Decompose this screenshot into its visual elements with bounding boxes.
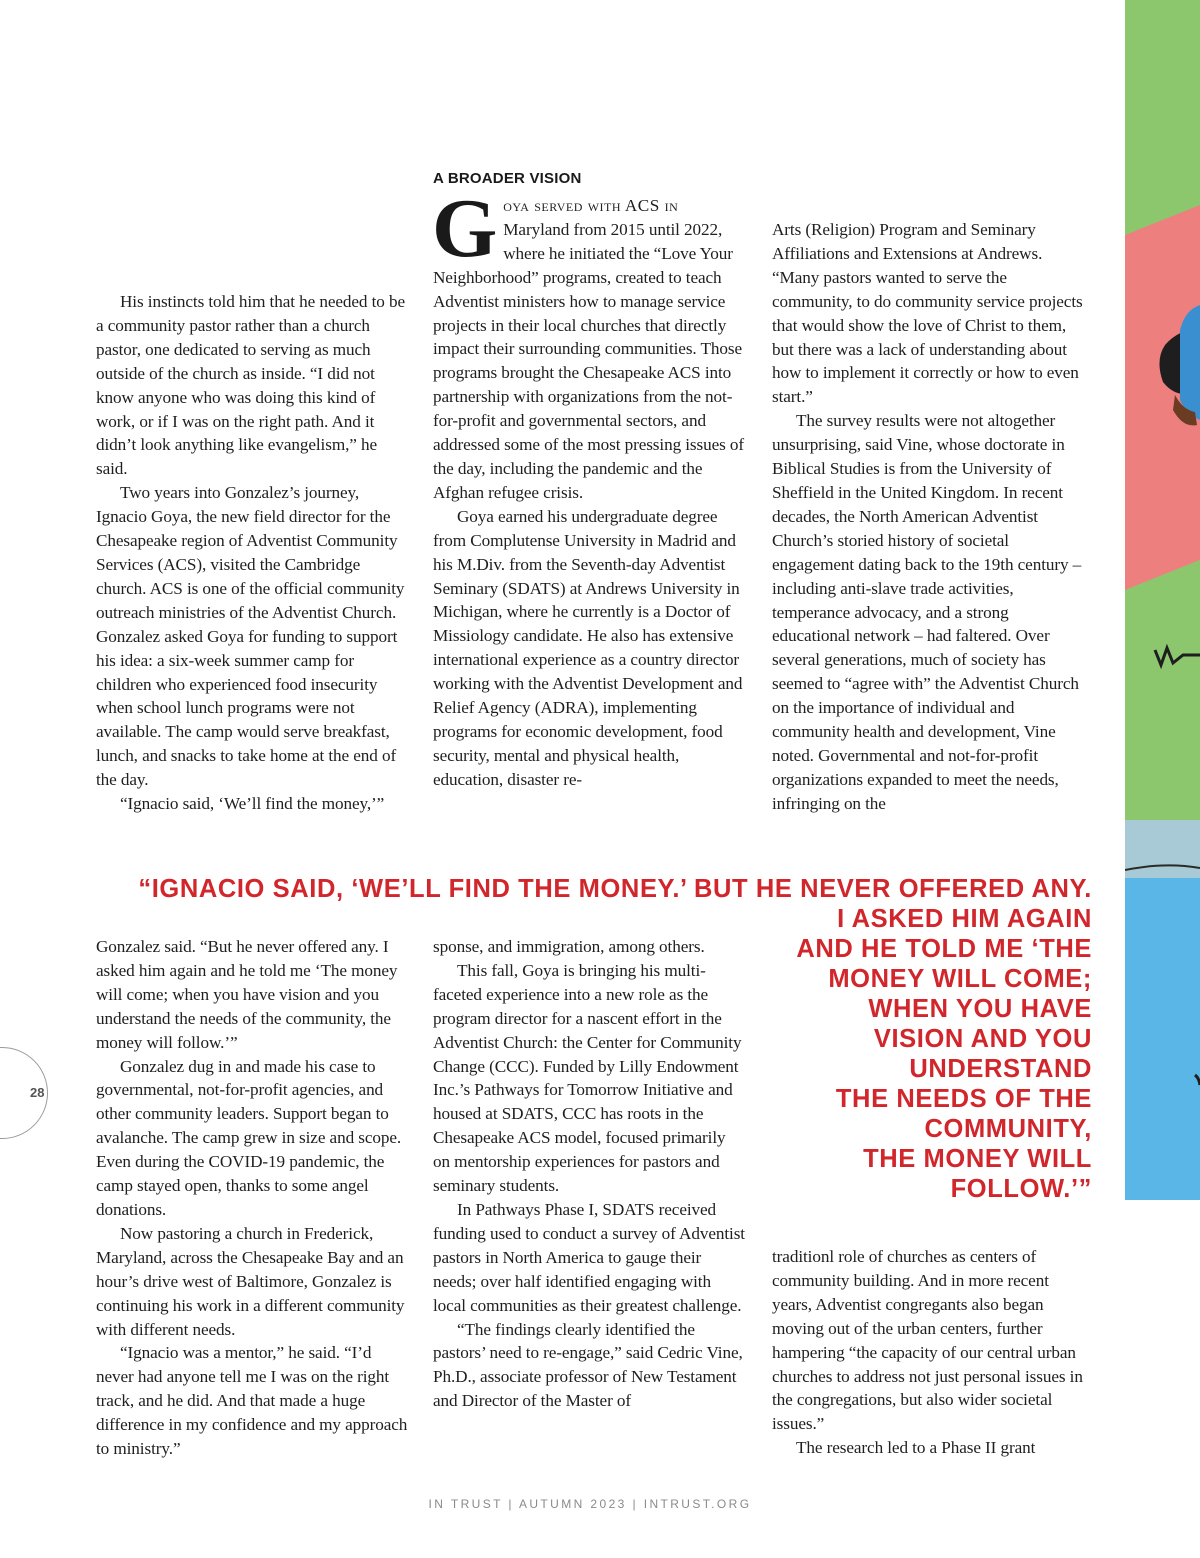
- lead-text: Maryland from 2015 until 2022, where he initiated the “Love Your Neighborhood” programs, created to teach Adventist ministers how to manage service projects in their local churches that directly impact their surrounding communities. Those programs brought the Chesapeake ACS into partnership with organizations from the not-for-profit and governmental sectors, and addressed some of the most pressing issues of the day, including the pandemic and the Afghan refugee crisis.: [433, 219, 745, 502]
- lead-smallcaps: oya served with ACS in: [503, 196, 679, 215]
- pull-quote-line: AND HE TOLD ME ‘THE: [796, 935, 1092, 963]
- decorative-illustration: [1125, 0, 1200, 1200]
- paragraph: Now pastoring a church in Frederick, Maryland, across the Chesapeake Bay and an hour’s drive west of Baltimore, Gonzalez is continuing his work in a different community with different needs.: [96, 1223, 405, 1339]
- paragraph: “Ignacio said, ‘We’ll find the money,’”: [120, 794, 385, 814]
- column-3-top: [772, 218, 1084, 816]
- paragraph: sponse, and immigration, among others.: [433, 937, 705, 956]
- drop-cap: G: [432, 182, 498, 275]
- paragraph: This fall, Goya is bringing his multi-faceted experience into a new role as the program director for a nascent effort in the Adventist Church: the Center for Community Change (CCC). Funded by Lilly Endowment Inc.’s Pathways for Tomorrow Initiative and housed at SDATS, CCC has roots in the Chesapeake ACS model, focused primarily on mentorship experiences for pastors and seminary students.: [433, 960, 742, 1196]
- paragraph: In Pathways Phase I, SDATS received funding used to conduct a survey of Adventist pastors in North America to gauge their needs; over half identified engaging with local communities as their greatest challenge.: [433, 1199, 745, 1315]
- column-3-bottom: [772, 1245, 1084, 1460]
- pull-quote-line: I ASKED HIM AGAIN: [837, 905, 1092, 933]
- pull-quote-line: UNDERSTAND: [909, 1055, 1092, 1083]
- column-1-bottom: [96, 935, 408, 1461]
- lead-paragraph: [432, 182, 745, 505]
- illustration-figure-body: [1180, 305, 1200, 420]
- column-2-bottom: [433, 935, 745, 1413]
- illustration-blue-band: [1125, 878, 1200, 1200]
- pull-quote-line: THE MONEY WILL: [863, 1145, 1092, 1173]
- paragraph: Arts (Religion) Program and Seminary Affiliations and Extensions at Andrews. “Many pastors wanted to serve the community, to do community service projects that would show the love of Christ to them, but there was a lack of understanding about how to implement it correctly or how to even start.”: [772, 220, 1083, 407]
- column-1-top: [96, 290, 408, 816]
- pull-quote-line: MONEY WILL COME;: [828, 965, 1092, 993]
- pull-quote-line: COMMUNITY,: [924, 1115, 1092, 1143]
- pull-quote-line: “IGNACIO SAID, ‘WE’LL FIND THE MONEY.’ BUT HE NEVER OFFERED ANY.: [138, 875, 1092, 903]
- paragraph: His instincts told him that he needed to be a community pastor rather than a church pastor, one dedicated to serving as much outside of the church as inside. “I did not know anyone who was doing this kind of work, or if I was on the right path. And it didn’t look anything like evangelism,” he said.: [96, 292, 405, 479]
- paragraph: The survey results were not altogether unsurprising, said Vine, whose doctorate in Biblical Studies is from the University of Sheffield in the United Kingdom. In recent decades, the North American Adventist Church’s storied history of societal engagement dating back to the 19th century – including anti-slave trade activities, temperance advocacy, and a strong educational network – had faltered. Over several generations, much of society has seemed to “agree with” the Adventist Church on the importance of individual and community health and development, Vine noted. Governmental and not-for-profit organizations expanded to meet the needs, infringing on the: [772, 411, 1082, 813]
- illustration-grayblue-band: [1125, 820, 1200, 880]
- paragraph: “Ignacio was a mentor,” he said. “I’d never had anyone tell me I was on the right track, and he did. And that made a huge difference in my confidence and my approach to ministry.”: [96, 1343, 408, 1459]
- footer-masthead: IN TRUST | AUTUMN 2023 | INTRUST.ORG: [428, 1497, 752, 1511]
- paragraph: Goya earned his undergraduate degree from Complutense University in Madrid and his M.Div. from the Seventh-day Adventist Seminary (SDATS) at Andrews University in Michigan, where he currently is a Doctor of Missiology candidate. He also has extensive international experience as a country director working with the Adventist Development and Relief Agency (ADRA), implementing programs for economic development, food security, mental and physical health, education, disaster re-: [433, 506, 743, 789]
- paragraph: Two years into Gonzalez’s journey, Ignacio Goya, the new field director for the Chesapeake region of Adventist Community Services (ACS), visited the Cambridge church. ACS is one of the official community outreach ministries of the Adventist Church. Gonzalez asked Goya for funding to support his idea: a six-week summer camp for children who experienced food insecurity when school lunch programs were not available. The camp would serve breakfast, lunch, and snacks to take home at the end of the day.: [96, 483, 405, 790]
- pull-quote-line: WHEN YOU HAVE: [868, 995, 1092, 1023]
- paragraph: Gonzalez said. “But he never offered any. I asked him again and he told me ‘The money will come; when you have vision and you understand the needs of the community, the money will follow.’”: [96, 937, 398, 1052]
- pull-quote-line: FOLLOW.’”: [950, 1175, 1092, 1203]
- column-2-top-paragraphs: [433, 505, 745, 792]
- column-2-top: [432, 182, 745, 792]
- pull-quote-line: THE NEEDS OF THE: [835, 1085, 1092, 1113]
- paragraph: Gonzalez dug in and made his case to governmental, not-for-profit agencies, and other community leaders. Support began to avalanche. The camp grew in size and scope. Even during the COVID-19 pandemic, the camp stayed open, thanks to some angel donations.: [96, 1056, 402, 1219]
- paragraph: The research led to a Phase II grant: [796, 1438, 1036, 1458]
- section-heading: A BROADER VISION: [433, 170, 582, 187]
- paragraph: “The findings clearly identified the pastors’ need to re-engage,” said Cedric Vine, Ph.D., associate professor of New Testament and Director of the Master of: [433, 1319, 743, 1411]
- pull-quote-line: VISION AND YOU: [873, 1025, 1092, 1053]
- paragraph: traditionl role of churches as centers of community building. And in more recent years, Adventist congregants also began moving out of the urban centers, further hampering “the capacity of our central urban churches to address not just personal issues in the congregations, but also wider societal issues.”: [772, 1247, 1083, 1434]
- page-number: 28: [30, 1085, 45, 1100]
